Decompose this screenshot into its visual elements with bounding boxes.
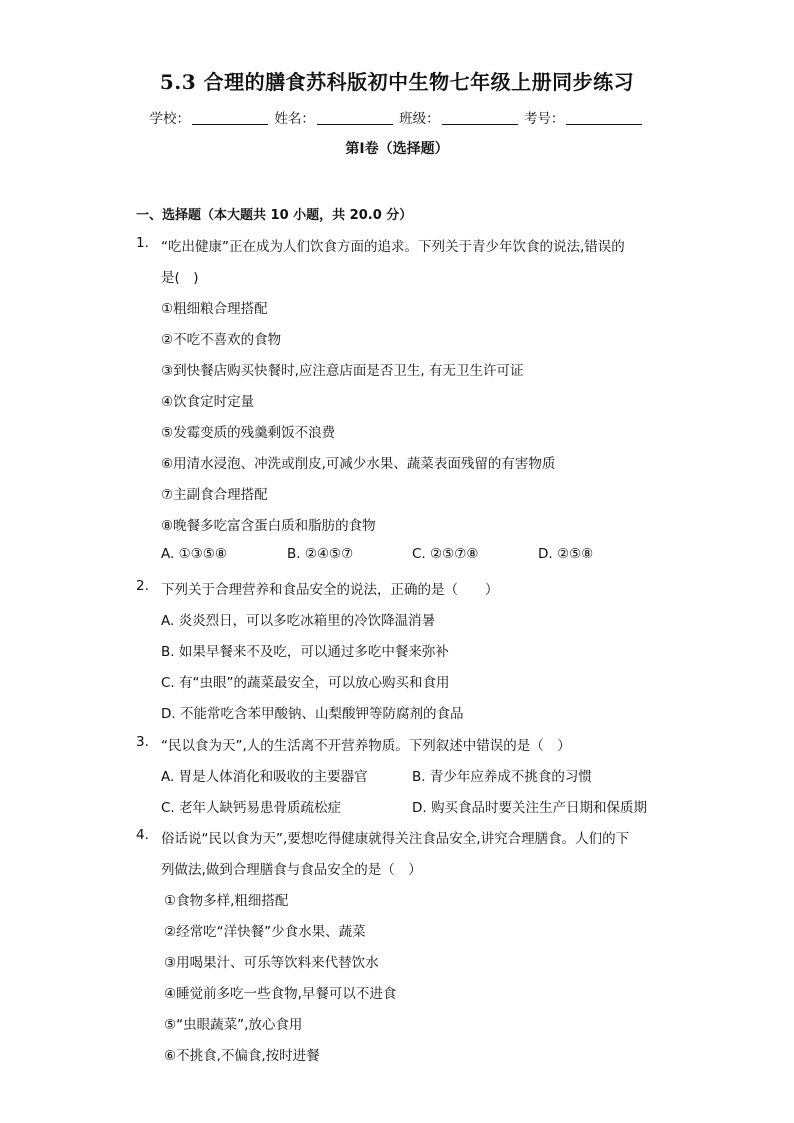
question-3-option-c: C. 老年人缺钙易患骨质疏松症 (161, 800, 342, 816)
question-1-item: ⑦主副食合理搭配 (161, 487, 268, 503)
question-3-number: 3. (136, 734, 149, 750)
class-blank (442, 110, 518, 125)
question-1-item: ⑧晚餐多吃富含蛋白质和脂肪的食物 (161, 518, 376, 534)
question-1-option-a: A. ①③⑤⑧ (161, 546, 227, 562)
question-1-item: ②不吃不喜欢的食物 (161, 332, 282, 348)
question-4-item: ①食物多样,粗细搭配 (164, 893, 289, 909)
page-title: 5.3 合理的膳食苏科版初中生物七年级上册同步练习 (159, 70, 635, 94)
question-4-stem-line-2: 列做法,做到合理膳食与食品安全的是（ ） (161, 862, 422, 878)
student-info-line (0, 107, 794, 127)
question-4-item: ③用喝果汁、可乐等饮料来代替饮水 (164, 955, 379, 971)
question-1-stem-line-1: “吃出健康”正在成为人们饮食方面的追求。下列关于青少年饮食的说法,错误的 (161, 239, 625, 255)
question-3-option-d: D. 购买食品时要关注生产日期和保质期 (412, 800, 647, 816)
school-label: 学校： (149, 111, 191, 127)
question-2-number: 2. (136, 578, 149, 594)
question-1-stem-line-2: 是( ) (161, 270, 199, 286)
question-1-option-c: C. ②⑤⑦⑧ (412, 546, 479, 562)
question-4-number: 4. (136, 827, 149, 843)
question-4-item: ②经常吃“洋快餐”少食水果、蔬菜 (164, 924, 366, 940)
question-4-stem-line-1: 俗话说“民以食为天”,要想吃得健康就得关注食品安全,讲究合理膳食。人们的下 (161, 831, 630, 847)
question-4-item: ⑤“虫眼蔬菜”,放心食用 (164, 1017, 303, 1033)
question-1-option-b: B. ②④⑤⑦ (287, 546, 354, 562)
exam-number-blank (566, 110, 642, 125)
question-1-item: ⑥用清水浸泡、冲洗或削皮,可减少水果、蔬菜表面残留的有害物质 (161, 456, 556, 472)
question-2-option-c: C. 有“虫眼”的蔬菜最安全，可以放心购买和食用 (161, 675, 450, 691)
question-1-item: ③到快餐店购买快餐时,应注意店面是否卫生, 有无卫生许可证 (161, 363, 524, 379)
question-1-item: ④饮食定时定量 (161, 394, 255, 410)
name-label: 姓名： (274, 111, 315, 127)
question-2-stem: 下列关于合理营养和食品安全的说法，正确的是（ ） (161, 582, 499, 598)
section-heading: 一、选择题（本大题共 10 小题，共 20.0 分） (136, 208, 413, 223)
question-3-stem: “民以食为天”,人的生活离不开营养物质。下列叙述中错误的是（ ） (161, 738, 571, 754)
question-3-option-a: A. 胃是人体消化和吸收的主要器官 (161, 769, 368, 785)
question-2-option-d: D. 不能常吃含苯甲酸钠、山梨酸钾等防腐剂的食品 (161, 706, 464, 722)
question-1-number: 1. (136, 235, 149, 251)
question-4-item: ④睡觉前多吃一些食物,早餐可以不进食 (164, 986, 397, 1002)
question-1-option-d: D. ②⑤⑧ (538, 546, 594, 562)
question-2-option-a: A. 炎炎烈日，可以多吃冰箱里的冷饮降温消暑 (161, 613, 436, 629)
name-blank (317, 110, 393, 125)
question-2-option-b: B. 如果早餐来不及吃，可以通过多吃中餐来弥补 (161, 644, 449, 660)
school-blank (192, 110, 268, 125)
question-1-item: ①粗细粮合理搭配 (161, 301, 268, 317)
class-label: 班级： (399, 111, 440, 127)
question-4-item: ⑥不挑食,不偏食,按时进餐 (164, 1048, 320, 1064)
exam-number-label: 考号： (523, 111, 565, 127)
volume-heading: 第I卷（选择题） (345, 141, 449, 157)
question-3-option-b: B. 青少年应养成不挑食的习惯 (412, 769, 592, 785)
question-1-item: ⑤发霉变质的残羹剩饭不浪费 (161, 425, 336, 441)
